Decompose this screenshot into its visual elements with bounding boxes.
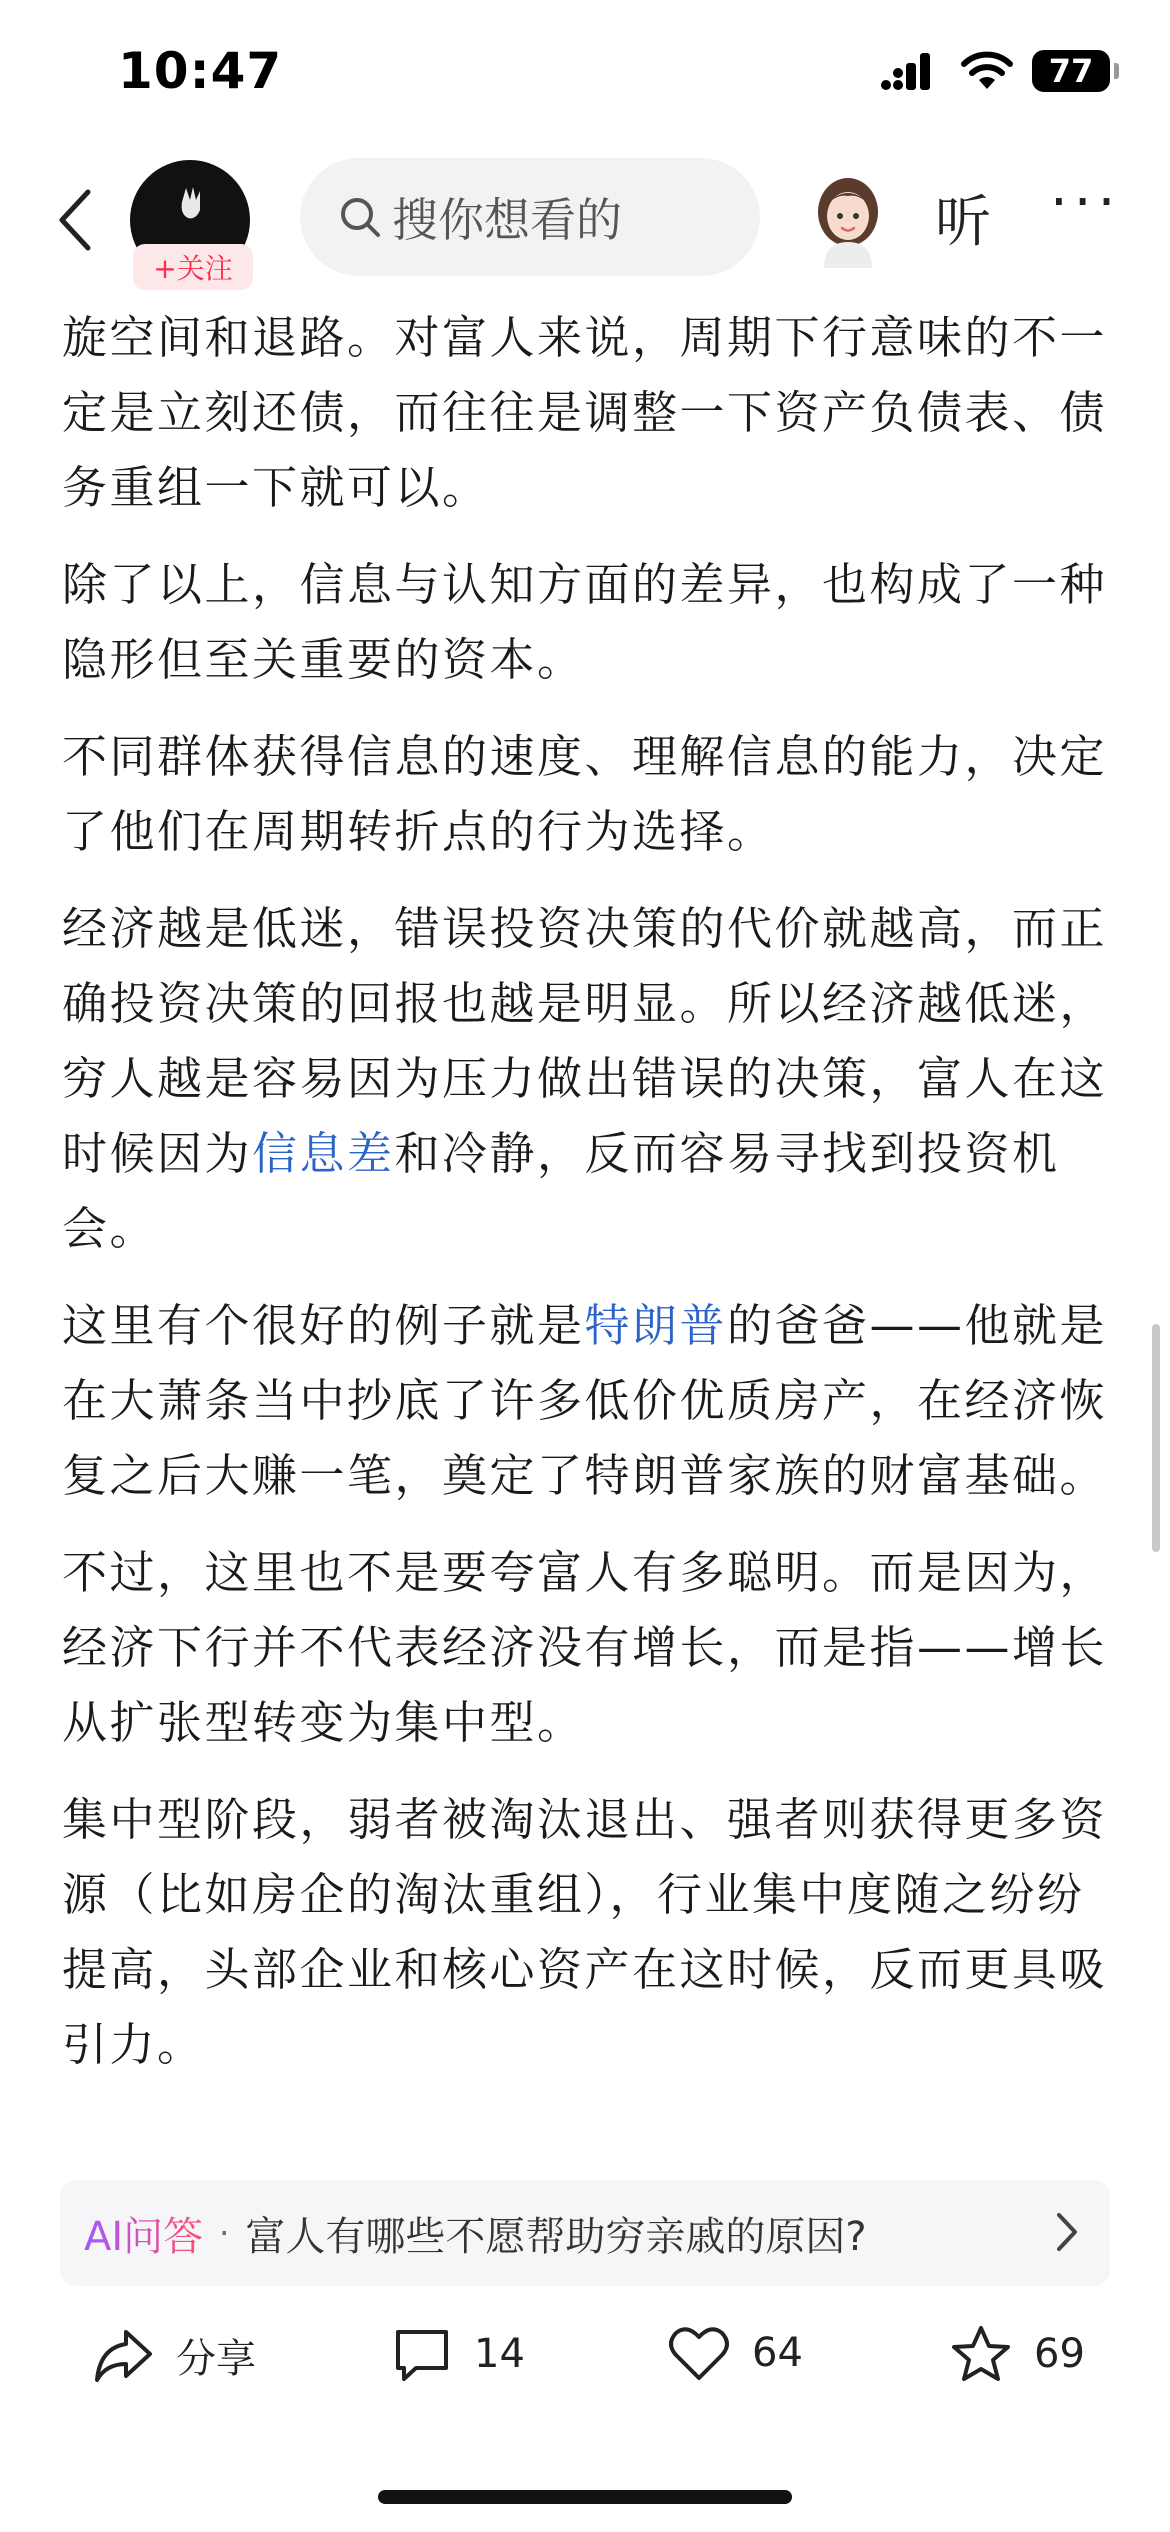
- chevron-right-icon: [1054, 2210, 1080, 2254]
- status-bar: [0, 0, 1170, 150]
- paragraph-text: 不过，这里也不是要夸富人有多聪明。而是因为，经济下行并不代表经济没有增长，而是指——增长从扩张型转变为集中型。: [62, 1546, 1108, 1749]
- article-paragraph: [62, 1288, 1112, 1513]
- wifi-icon: [960, 51, 1014, 91]
- battery-icon: [1032, 50, 1110, 92]
- paragraph-text: 和冷静，反而容易寻找到投资机会。: [62, 1127, 1060, 1255]
- keyword-link-trump[interactable]: 特朗普: [584, 1299, 728, 1352]
- chevron-left-icon: [54, 188, 94, 252]
- paragraph-text: 集中型阶段，弱者被淘汰退出、强者则获得更多资源（比如房企的淘汰重组），行业集中度随之纷纷提高，头部企业和核心资产在这时候，反而更具吸引力。: [62, 1793, 1108, 2071]
- follow-button[interactable]: +关注: [133, 244, 253, 290]
- paragraph-text: 旋空间和退路。对富人来说，周期下行意味的不一定是立刻还债，而往往是调整一下资产负债表、债务重组一下就可以。: [62, 311, 1108, 514]
- search-input[interactable]: [300, 158, 760, 276]
- comment-button[interactable]: [392, 2324, 525, 2384]
- star-icon: [950, 2324, 1012, 2384]
- paragraph-text: 这里有个很好的例子就是: [62, 1299, 585, 1352]
- comment-icon: [392, 2324, 452, 2384]
- ai-assistant-avatar[interactable]: [810, 172, 886, 268]
- status-icons: [880, 50, 1110, 92]
- article-paragraph: [62, 547, 1112, 697]
- assistant-avatar-icon: [810, 172, 886, 268]
- search-placeholder: 搜你想看的: [392, 193, 622, 247]
- keyword-link-information-gap[interactable]: 信息差: [252, 1127, 395, 1180]
- share-button[interactable]: [92, 2324, 256, 2386]
- ai-qa-question: 富人有哪些不愿帮助穷亲戚的原因?: [245, 2213, 867, 2260]
- share-icon: [92, 2324, 154, 2386]
- heart-icon: [668, 2324, 730, 2382]
- ai-qa-separator: ·: [219, 2214, 230, 2252]
- author-avatar[interactable]: [130, 160, 254, 284]
- paragraph-text: 不同群体获得信息的速度、理解信息的能力，决定了他们在周期转折点的行为选择。: [62, 730, 1108, 858]
- article-body: [62, 300, 1112, 2104]
- scrollbar[interactable]: [1152, 1324, 1160, 1552]
- like-button[interactable]: [668, 2324, 803, 2382]
- article-paragraph: [62, 719, 1112, 869]
- like-count: 64: [752, 2330, 803, 2376]
- article-paragraph: [62, 891, 1112, 1266]
- cellular-signal-icon: [880, 51, 942, 91]
- paragraph-text: 经济越是低迷，错误投资决策的代价就越高，而正确投资决策的回报也越是明显。所以经济越低迷，穷人越是容易因为压力做出错误的决策，富人在这时候因为: [62, 902, 1108, 1180]
- paragraph-text: 除了以上，信息与认知方面的差异，也构成了一种隐形但至关重要的资本。: [62, 558, 1108, 686]
- search-icon: [338, 195, 382, 239]
- share-label: 分享: [176, 2335, 256, 2382]
- battery-level: 77: [1048, 52, 1094, 90]
- article-paragraph: [62, 300, 1112, 525]
- back-button[interactable]: [44, 180, 104, 260]
- paragraph-text: 的爸爸——他就是在大萧条当中抄底了许多低价优质房产，在经济恢复之后大赚一笔，奠定了特朗普家族的财富基础。: [62, 1299, 1108, 1502]
- favorite-count: 69: [1034, 2331, 1085, 2377]
- home-indicator[interactable]: [378, 2490, 792, 2504]
- ai-qa-bar[interactable]: [60, 2180, 1110, 2286]
- top-nav: [0, 150, 1170, 300]
- favorite-button[interactable]: [950, 2324, 1085, 2384]
- comment-count: 14: [474, 2331, 525, 2377]
- action-bar: [0, 2300, 1170, 2420]
- article-paragraph: [62, 1535, 1112, 1760]
- article-paragraph: [62, 1782, 1112, 2082]
- listen-button[interactable]: 听: [935, 190, 991, 255]
- more-button[interactable]: ···: [1050, 170, 1122, 235]
- status-time: 10:47: [118, 42, 283, 100]
- ai-qa-label: AI问答: [84, 2205, 203, 2262]
